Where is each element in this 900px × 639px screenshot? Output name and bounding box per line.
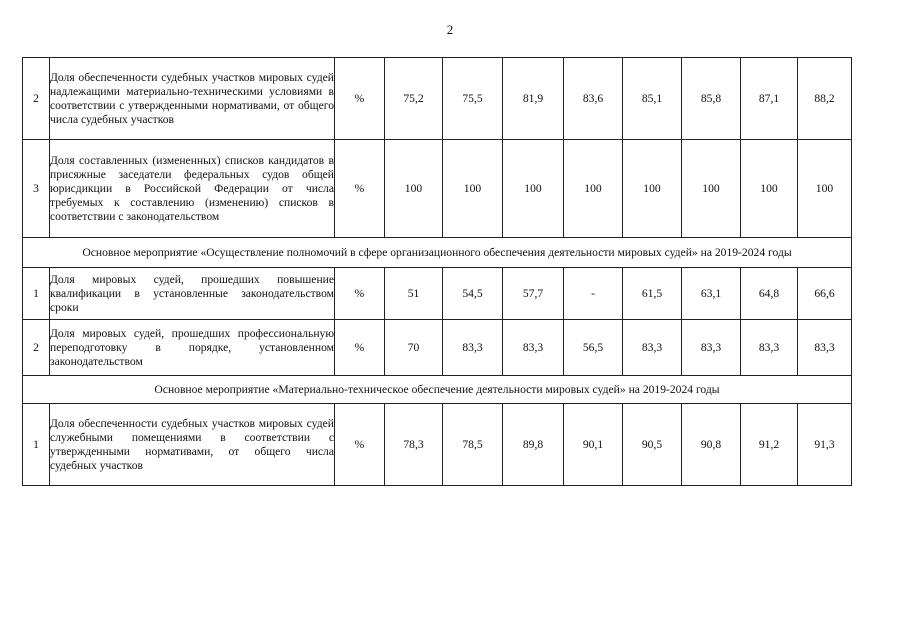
table-row (23, 268, 852, 320)
value-cell: 78,5 (443, 404, 503, 486)
section-title: Основное мероприятие «Материально-техническое обеспечение деятельности мировых судей» на 2019-2024 годы (23, 376, 852, 404)
value-cell: 83,3 (798, 320, 852, 376)
value-cell: 83,3 (682, 320, 741, 376)
indicators-table (22, 57, 852, 486)
row-number: 3 (23, 140, 50, 238)
unit-cell: % (335, 58, 385, 140)
value-cell: 78,3 (385, 404, 443, 486)
value-cell: 83,3 (623, 320, 682, 376)
value-cell: 83,6 (564, 58, 623, 140)
section-header-row (23, 238, 852, 268)
table-row (23, 320, 852, 376)
value-cell: 64,8 (741, 268, 798, 320)
value-cell: 75,2 (385, 58, 443, 140)
value-cell: 91,2 (741, 404, 798, 486)
indicator-description: Доля мировых судей, прошедших повышение квалификации в установленные законодательством сроки (50, 268, 335, 320)
indicator-description: Доля обеспеченности судебных участков мировых судей служебными помещениями в соответствии с утвержденными нормативами, от общего числа судебных участков (50, 404, 335, 486)
value-cell: 83,3 (443, 320, 503, 376)
value-cell: 100 (443, 140, 503, 238)
value-cell: 100 (503, 140, 564, 238)
unit-cell: % (335, 268, 385, 320)
value-cell: 90,5 (623, 404, 682, 486)
row-number: 1 (23, 268, 50, 320)
value-cell: 100 (564, 140, 623, 238)
value-cell: 87,1 (741, 58, 798, 140)
value-cell: 51 (385, 268, 443, 320)
table-row (23, 58, 852, 140)
indicator-description: Доля обеспеченности судебных участков мировых судей надлежащими материально-техническими условиями в соответствии с утвержденными нормативами, от общего числа судебных участков (50, 58, 335, 140)
value-cell: 89,8 (503, 404, 564, 486)
table-row (23, 140, 852, 238)
table-body (23, 58, 852, 486)
unit-cell: % (335, 404, 385, 486)
section-title: Основное мероприятие «Осуществление полномочий в сфере организационного обеспечения деятельности мировых судей» на 2019-2024 годы (23, 238, 852, 268)
row-number: 2 (23, 320, 50, 376)
value-cell: 54,5 (443, 268, 503, 320)
value-cell: 88,2 (798, 58, 852, 140)
value-cell: 83,3 (503, 320, 564, 376)
page-number: 2 (446, 22, 454, 37)
value-cell: 70 (385, 320, 443, 376)
value-cell: 85,8 (682, 58, 741, 140)
indicator-description: Доля мировых судей, прошедших профессиональную переподготовку в порядке, установленном законодательством (50, 320, 335, 376)
value-cell: 91,3 (798, 404, 852, 486)
value-cell: 83,3 (741, 320, 798, 376)
value-cell: 61,5 (623, 268, 682, 320)
value-cell: 66,6 (798, 268, 852, 320)
value-cell: 100 (741, 140, 798, 238)
value-cell: 100 (623, 140, 682, 238)
unit-cell: % (335, 140, 385, 238)
value-cell: 90,8 (682, 404, 741, 486)
section-header-row (23, 376, 852, 404)
value-cell: 100 (798, 140, 852, 238)
row-number: 1 (23, 404, 50, 486)
value-cell: 57,7 (503, 268, 564, 320)
value-cell: 56,5 (564, 320, 623, 376)
value-cell: 85,1 (623, 58, 682, 140)
value-cell: - (564, 268, 623, 320)
value-cell: 75,5 (443, 58, 503, 140)
indicator-description: Доля составленных (измененных) списков кандидатов в присяжные заседатели федеральных судов общей юрисдикции в Российской Федерации от числа требуемых к составлению (изменению) списков в соответствии с законодательством (50, 140, 335, 238)
unit-cell: % (335, 320, 385, 376)
value-cell: 100 (385, 140, 443, 238)
value-cell: 90,1 (564, 404, 623, 486)
table-row (23, 404, 852, 486)
value-cell: 63,1 (682, 268, 741, 320)
value-cell: 81,9 (503, 58, 564, 140)
value-cell: 100 (682, 140, 741, 238)
row-number: 2 (23, 58, 50, 140)
